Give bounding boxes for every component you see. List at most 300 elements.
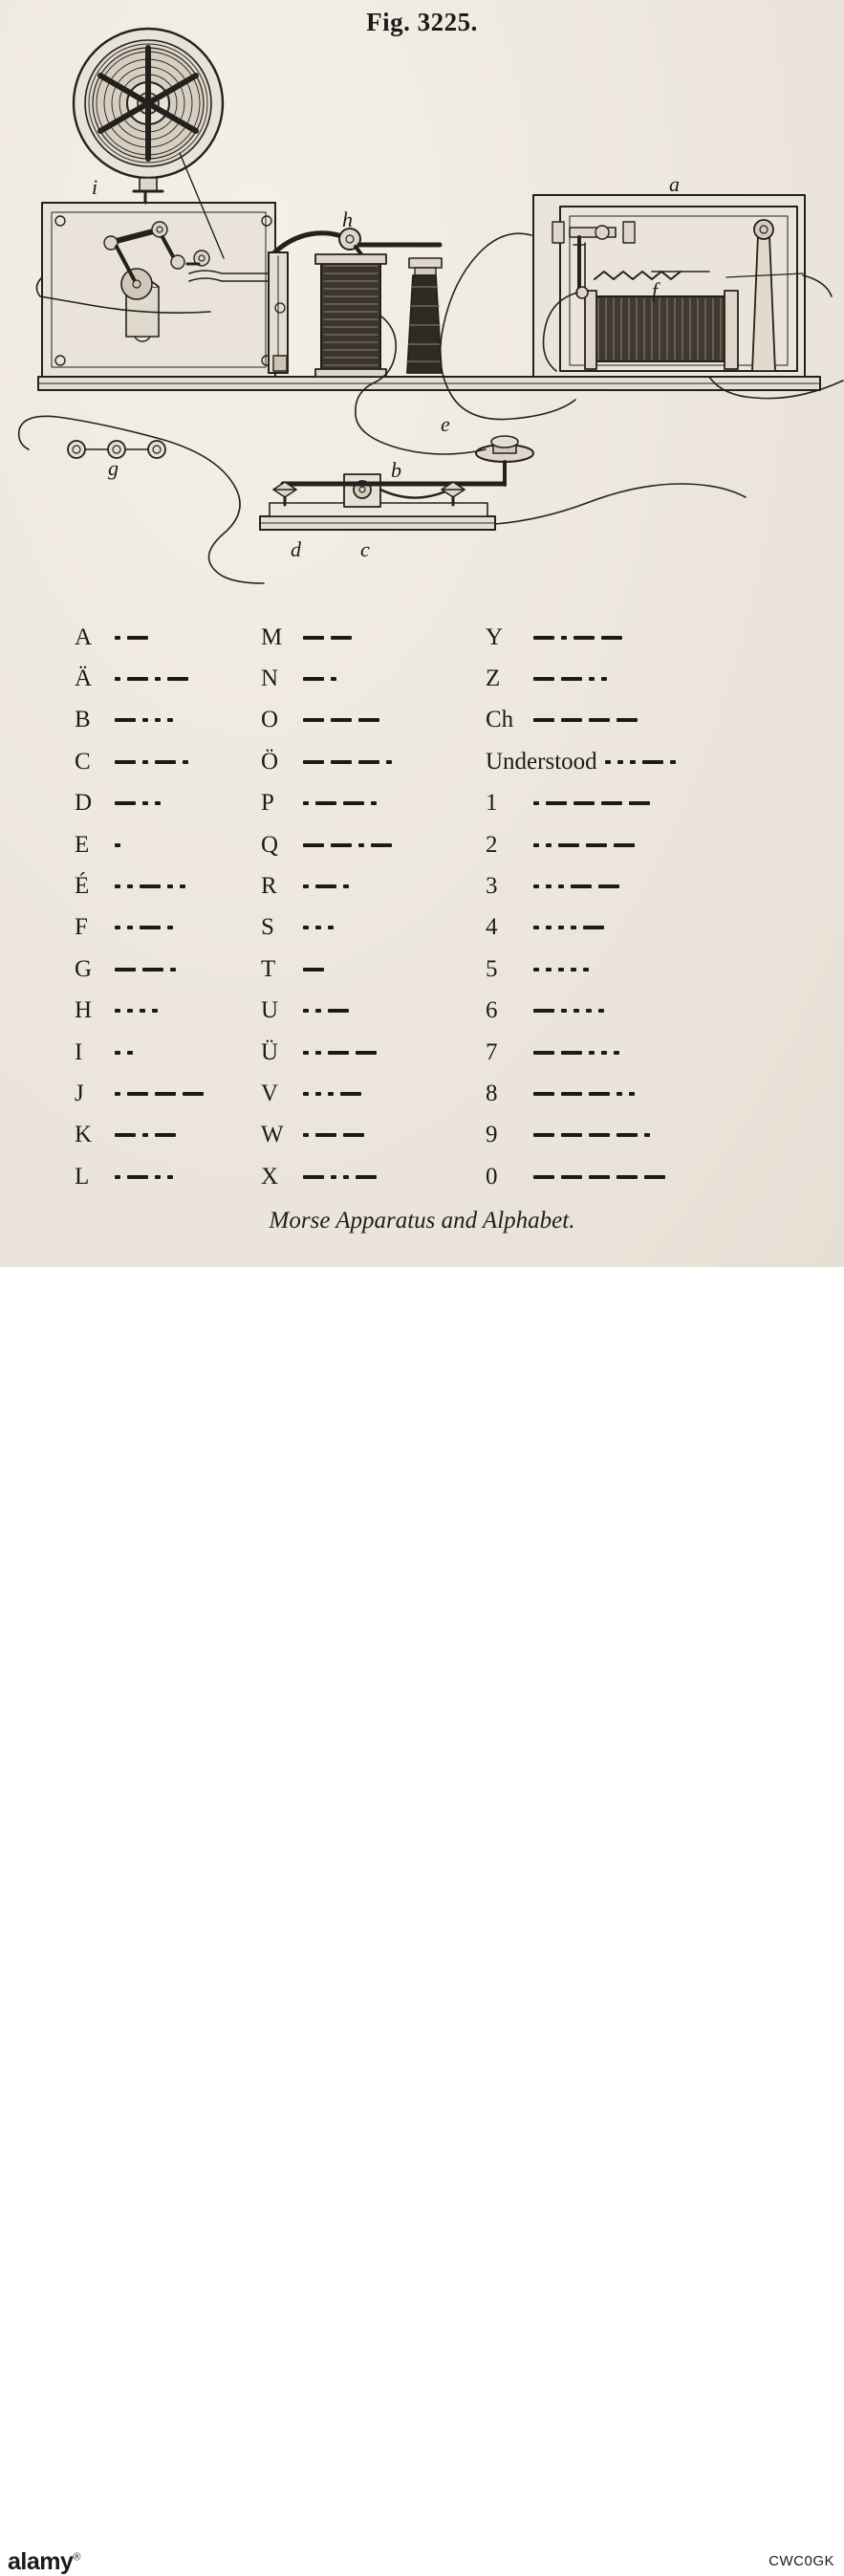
morse-dot xyxy=(180,884,185,888)
morse-dash xyxy=(629,801,650,805)
morse-code xyxy=(115,709,173,732)
morse-dash xyxy=(561,1133,582,1137)
morse-dot xyxy=(617,760,623,764)
morse-dash xyxy=(617,1175,638,1179)
morse-dot xyxy=(533,843,539,847)
morse-dot xyxy=(155,718,161,722)
morse-dot xyxy=(598,1009,604,1013)
morse-dash xyxy=(371,843,392,847)
morse-dash xyxy=(558,843,579,847)
alphabet-row xyxy=(486,783,801,824)
morse-dash xyxy=(183,1092,204,1096)
figure-caption: Morse Apparatus and Alphabet. xyxy=(269,1208,575,1233)
morse-code xyxy=(533,999,604,1023)
morse-dash xyxy=(358,760,379,764)
morse-dash xyxy=(533,677,554,681)
alphabet-row xyxy=(75,824,261,865)
stock-photo-bar xyxy=(0,1267,844,2575)
morse-code xyxy=(115,750,188,774)
alphabet-row xyxy=(75,1115,261,1156)
morse-dot xyxy=(167,884,173,888)
alphabet-column-2 xyxy=(261,617,486,1200)
morse-code xyxy=(303,1124,364,1147)
morse-code xyxy=(115,792,161,816)
alamy-logo-text: alamy xyxy=(8,2548,74,2575)
alphabet-char: E xyxy=(75,831,90,858)
alphabet-char: N xyxy=(261,666,279,692)
morse-dot xyxy=(670,760,676,764)
morse-dot xyxy=(115,884,120,888)
morse-dash xyxy=(533,1175,554,1179)
morse-code xyxy=(303,957,324,981)
morse-dash xyxy=(644,1175,665,1179)
morse-dash xyxy=(331,636,352,640)
morse-dot xyxy=(605,760,611,764)
alamy-logo xyxy=(8,2548,80,2576)
morse-dash xyxy=(315,884,336,888)
morse-dot xyxy=(303,1051,309,1055)
label-a: a xyxy=(669,172,680,196)
morse-dash xyxy=(155,1092,176,1096)
morse-dash xyxy=(115,801,136,805)
morse-code xyxy=(115,916,173,940)
morse-dot xyxy=(561,636,567,640)
morse-dot xyxy=(155,677,161,681)
alphabet-char: É xyxy=(75,873,90,900)
morse-dash xyxy=(328,1009,349,1013)
label-b: b xyxy=(391,458,401,482)
morse-code xyxy=(533,833,635,857)
morse-code xyxy=(115,1165,173,1189)
morse-dot xyxy=(571,926,576,929)
morse-dot xyxy=(152,1009,158,1013)
alphabet-row xyxy=(75,991,261,1032)
alphabet-char: P xyxy=(261,790,274,817)
alphabet-column-1 xyxy=(75,617,261,1200)
morse-dot xyxy=(644,1133,650,1137)
alphabet-char: U xyxy=(261,997,279,1024)
morse-dash xyxy=(115,718,136,722)
alphabet-row xyxy=(75,907,261,949)
morse-dash xyxy=(614,843,635,847)
morse-code xyxy=(303,792,377,816)
morse-dot xyxy=(561,1009,567,1013)
morse-code xyxy=(303,625,352,649)
morse-code xyxy=(533,667,607,691)
register-unit xyxy=(42,203,283,377)
morse-dot xyxy=(331,677,336,681)
morse-dot xyxy=(115,1175,120,1179)
morse-dot xyxy=(183,760,188,764)
morse-dash xyxy=(561,1092,582,1096)
morse-dot xyxy=(303,884,309,888)
morse-dot xyxy=(315,1092,321,1096)
alphabet-row xyxy=(486,741,801,782)
morse-dot xyxy=(358,843,364,847)
terminal-post-left xyxy=(407,258,443,373)
alphabet-char: I xyxy=(75,1038,83,1065)
morse-dot xyxy=(583,968,589,971)
morse-code xyxy=(303,667,336,691)
morse-dot xyxy=(142,1133,148,1137)
morse-dash xyxy=(328,1051,349,1055)
alphabet-char: Ü xyxy=(261,1038,279,1065)
morse-dot xyxy=(115,636,120,640)
morse-dot xyxy=(630,760,636,764)
alphabet-char: Y xyxy=(486,623,504,650)
morse-apparatus-illustration xyxy=(0,0,844,593)
morse-code xyxy=(115,999,158,1023)
alphabet-row xyxy=(75,617,261,658)
alphabet-char: F xyxy=(75,914,88,941)
trademark-symbol: ® xyxy=(73,2551,80,2564)
morse-dash xyxy=(583,926,604,929)
morse-alphabet-table xyxy=(75,617,801,1200)
alphabet-row xyxy=(486,1115,801,1156)
alphabet-row xyxy=(486,1156,801,1197)
alphabet-row xyxy=(261,1073,486,1114)
morse-dot xyxy=(115,1009,120,1013)
morse-dash xyxy=(140,926,161,929)
alphabet-char: R xyxy=(261,873,277,900)
morse-dash xyxy=(561,677,582,681)
morse-dash xyxy=(127,677,148,681)
alphabet-char: A xyxy=(75,623,93,650)
alphabet-char: 6 xyxy=(486,997,498,1024)
morse-dash xyxy=(617,718,638,722)
morse-dot xyxy=(315,1051,321,1055)
alphabet-row xyxy=(261,658,486,699)
morse-dash xyxy=(155,1133,176,1137)
morse-dot xyxy=(533,926,539,929)
morse-dot xyxy=(127,1051,133,1055)
morse-code xyxy=(115,833,120,857)
alphabet-row xyxy=(486,658,801,699)
baseboard xyxy=(38,377,820,390)
morse-dash xyxy=(589,718,610,722)
label-f: f xyxy=(652,278,659,302)
alphabet-row xyxy=(261,865,486,906)
morse-dot xyxy=(303,801,309,805)
alphabet-char: L xyxy=(75,1163,90,1190)
morse-code xyxy=(533,957,589,981)
morse-code xyxy=(115,957,176,981)
alphabet-char: W xyxy=(261,1122,284,1148)
morse-dot xyxy=(115,843,120,847)
alphabet-row xyxy=(75,949,261,990)
morse-dot xyxy=(127,884,133,888)
alphabet-row xyxy=(75,1032,261,1073)
morse-dash xyxy=(303,760,324,764)
morse-dash xyxy=(601,636,622,640)
alphabet-column-3 xyxy=(486,617,801,1200)
alphabet-row xyxy=(261,617,486,658)
morse-dot xyxy=(170,968,176,971)
alphabet-row xyxy=(261,1032,486,1073)
morse-dot xyxy=(601,677,607,681)
alphabet-char: X xyxy=(261,1163,279,1190)
morse-dot xyxy=(533,884,539,888)
alphabet-char: 1 xyxy=(486,790,498,817)
morse-dash xyxy=(589,1175,610,1179)
morse-dot xyxy=(328,1092,334,1096)
alphabet-char: V xyxy=(261,1080,279,1106)
morse-code xyxy=(303,1165,377,1189)
morse-code xyxy=(115,625,148,649)
morse-dot xyxy=(558,968,564,971)
alphabet-row xyxy=(486,991,801,1032)
morse-dash xyxy=(331,843,352,847)
alphabet-row xyxy=(75,1156,261,1197)
morse-dot xyxy=(331,1175,336,1179)
label-c: c xyxy=(360,537,370,561)
morse-code xyxy=(303,833,392,857)
morse-dash xyxy=(642,760,663,764)
morse-dot xyxy=(328,926,334,929)
morse-dash xyxy=(561,1051,582,1055)
morse-dash xyxy=(115,1133,136,1137)
morse-dash xyxy=(167,677,188,681)
morse-code xyxy=(533,916,604,940)
morse-dot xyxy=(127,926,133,929)
alphabet-char: 5 xyxy=(486,955,498,982)
alphabet-char: Ä xyxy=(75,666,93,692)
morse-dot xyxy=(546,843,552,847)
morse-code xyxy=(533,709,638,732)
alphabet-row xyxy=(75,741,261,782)
alphabet-row xyxy=(75,700,261,741)
morse-dash xyxy=(356,1175,377,1179)
morse-dot xyxy=(558,884,564,888)
morse-dash xyxy=(573,801,595,805)
alphabet-char: J xyxy=(75,1080,84,1106)
morse-dash xyxy=(573,636,595,640)
morse-dash xyxy=(586,843,607,847)
alphabet-row xyxy=(486,824,801,865)
morse-dot xyxy=(573,1009,579,1013)
morse-dot xyxy=(167,1175,173,1179)
alphabet-row xyxy=(486,1032,801,1073)
alphabet-char: Z xyxy=(486,666,501,692)
morse-dot xyxy=(155,801,161,805)
morse-dot xyxy=(546,884,552,888)
morse-code xyxy=(303,999,349,1023)
morse-dash xyxy=(617,1133,638,1137)
morse-dash xyxy=(533,718,554,722)
morse-dot xyxy=(142,760,148,764)
alphabet-char: Ö xyxy=(261,748,279,775)
morse-dot xyxy=(140,1009,145,1013)
alphabet-row xyxy=(486,617,801,658)
morse-dash xyxy=(533,1009,554,1013)
morse-dash xyxy=(343,1133,364,1137)
alphabet-row xyxy=(261,949,486,990)
morse-dot xyxy=(127,1009,133,1013)
morse-dot xyxy=(533,968,539,971)
morse-dot xyxy=(115,1092,120,1096)
morse-code xyxy=(115,1081,204,1105)
alphabet-char: S xyxy=(261,914,274,941)
morse-dot xyxy=(533,801,539,805)
alphabet-row xyxy=(261,741,486,782)
morse-dash xyxy=(598,884,619,888)
alphabet-char: 4 xyxy=(486,914,498,941)
alphabet-row xyxy=(261,824,486,865)
morse-dot xyxy=(303,1009,309,1013)
alphabet-row xyxy=(486,949,801,990)
morse-dash xyxy=(140,884,161,888)
morse-dot xyxy=(386,760,392,764)
morse-dash xyxy=(303,1175,324,1179)
alphabet-char: 9 xyxy=(486,1122,498,1148)
alphabet-char: O xyxy=(261,707,279,733)
morse-dash xyxy=(533,636,554,640)
alphabet-char: K xyxy=(75,1122,93,1148)
alphabet-char: 2 xyxy=(486,831,498,858)
morse-code xyxy=(533,1124,650,1147)
alphabet-row xyxy=(486,1073,801,1114)
alphabet-char: G xyxy=(75,955,93,982)
morse-dot xyxy=(371,801,377,805)
morse-code xyxy=(303,916,334,940)
morse-dot xyxy=(303,1133,309,1137)
alphabet-row xyxy=(486,700,801,741)
morse-code xyxy=(533,875,619,899)
alphabet-row xyxy=(261,1156,486,1197)
morse-dot xyxy=(315,1009,321,1013)
morse-dash xyxy=(331,718,352,722)
morse-dot xyxy=(303,1092,309,1096)
morse-code xyxy=(533,1165,665,1189)
alphabet-char: D xyxy=(75,790,93,817)
morse-dot xyxy=(546,926,552,929)
morse-code xyxy=(303,875,349,899)
alphabet-char: 7 xyxy=(486,1038,498,1065)
morse-code xyxy=(303,750,392,774)
morse-dot xyxy=(571,968,576,971)
morse-dash xyxy=(155,760,176,764)
morse-dash xyxy=(343,801,364,805)
alphabet-char: 0 xyxy=(486,1163,498,1190)
morse-dash xyxy=(589,1133,610,1137)
figure-number: Fig. 3225. xyxy=(366,8,478,36)
label-d: d xyxy=(291,537,301,561)
morse-dot xyxy=(343,1175,349,1179)
telegraph-key xyxy=(260,436,533,530)
morse-code xyxy=(303,709,379,732)
alphabet-char: H xyxy=(75,997,93,1024)
label-e: e xyxy=(441,412,450,436)
morse-code xyxy=(533,792,650,816)
alphabet-row xyxy=(75,1073,261,1114)
alphabet-char: B xyxy=(75,707,91,733)
morse-dash xyxy=(561,1175,582,1179)
morse-dash xyxy=(142,968,163,971)
morse-dot xyxy=(546,968,552,971)
morse-dot xyxy=(167,718,173,722)
morse-dash xyxy=(115,968,136,971)
alphabet-char: 8 xyxy=(486,1080,498,1106)
alphabet-char: T xyxy=(261,955,276,982)
morse-dot xyxy=(589,677,595,681)
morse-dash xyxy=(303,636,324,640)
morse-dot xyxy=(115,1051,120,1055)
alphabet-char: C xyxy=(75,748,91,775)
morse-code xyxy=(115,667,188,691)
morse-code xyxy=(303,1081,361,1105)
morse-code xyxy=(115,1040,133,1064)
morse-dot xyxy=(629,1092,635,1096)
morse-dash xyxy=(533,1092,554,1096)
alphabet-row xyxy=(486,907,801,949)
morse-dash xyxy=(561,718,582,722)
alphabet-row xyxy=(486,865,801,906)
alphabet-row xyxy=(261,783,486,824)
morse-dash xyxy=(115,760,136,764)
morse-dash xyxy=(303,677,324,681)
morse-dash xyxy=(315,801,336,805)
electromagnet-coil-left xyxy=(315,254,386,377)
morse-code xyxy=(533,1081,635,1105)
morse-dash xyxy=(601,801,622,805)
morse-dash xyxy=(315,1133,336,1137)
alphabet-row xyxy=(75,865,261,906)
alphabet-row xyxy=(75,783,261,824)
morse-dash xyxy=(358,718,379,722)
alphabet-char: Q xyxy=(261,831,279,858)
label-h: h xyxy=(342,207,353,231)
morse-dot xyxy=(303,926,309,929)
morse-dot xyxy=(343,884,349,888)
morse-code xyxy=(115,875,185,899)
alphabet-row xyxy=(261,907,486,949)
morse-code xyxy=(605,750,676,774)
alphabet-char: Understood xyxy=(486,748,597,775)
morse-dash xyxy=(303,968,324,971)
morse-dash xyxy=(340,1092,361,1096)
morse-dot xyxy=(315,926,321,929)
morse-code xyxy=(115,1124,176,1147)
morse-dash xyxy=(331,760,352,764)
morse-dash xyxy=(127,1092,148,1096)
morse-dot xyxy=(167,926,173,929)
alphabet-row xyxy=(261,700,486,741)
morse-dash xyxy=(127,636,148,640)
morse-code xyxy=(533,1040,619,1064)
morse-dash xyxy=(546,801,567,805)
alphabet-row xyxy=(261,1115,486,1156)
morse-dot xyxy=(142,718,148,722)
morse-dot xyxy=(115,677,120,681)
morse-dash xyxy=(356,1051,377,1055)
morse-dash xyxy=(533,1051,554,1055)
morse-dash xyxy=(303,718,324,722)
morse-code xyxy=(303,1040,377,1064)
image-code: CWC0GK xyxy=(768,2553,834,2569)
alphabet-char: Ch xyxy=(486,707,514,733)
alphabet-row xyxy=(261,991,486,1032)
morse-dot xyxy=(142,801,148,805)
label-g: g xyxy=(108,456,119,480)
morse-dot xyxy=(601,1051,607,1055)
label-i: i xyxy=(92,175,98,199)
alphabet-row xyxy=(75,658,261,699)
morse-dot xyxy=(614,1051,619,1055)
morse-dot xyxy=(558,926,564,929)
alphabet-char: M xyxy=(261,623,283,650)
morse-dot xyxy=(617,1092,622,1096)
morse-dash xyxy=(533,1133,554,1137)
